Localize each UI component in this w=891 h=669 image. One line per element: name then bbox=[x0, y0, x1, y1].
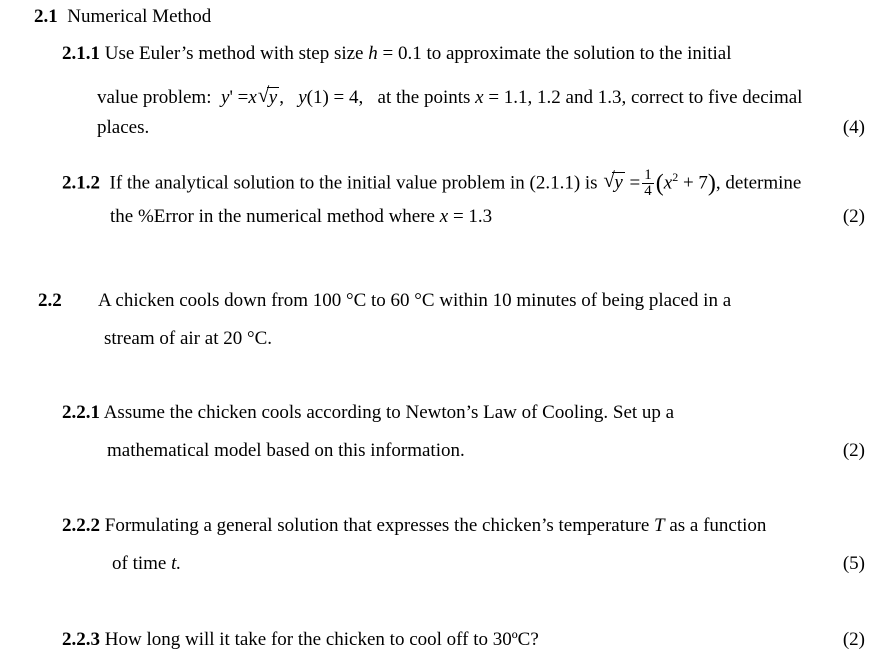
section-number: 2.1 bbox=[34, 6, 58, 27]
radical-icon: √ bbox=[257, 83, 270, 107]
question-number: 2.1.1 bbox=[62, 43, 100, 64]
question-text: , determine bbox=[715, 172, 802, 194]
marks-2-1-1: (4) bbox=[842, 117, 865, 138]
question-2-1-1-line-2: value problem: y' =x √ y , y(1) = 4, at the points x = 1.1, 1.2 and 1.3, correct to five decimal bbox=[97, 83, 803, 108]
section-2-2-line-2: stream of air at 20 °C. bbox=[104, 328, 272, 349]
question-number: 2.2.3 bbox=[62, 629, 100, 650]
question-2-1-2-line-2 bbox=[110, 206, 492, 228]
math-var: T bbox=[654, 515, 665, 536]
radicand: y bbox=[268, 87, 278, 108]
question-2-2-2-line-1 bbox=[62, 515, 766, 537]
math-var: x bbox=[663, 172, 673, 194]
question-text: = 1.1, 1.2 and 1.3, correct to five decimal bbox=[488, 87, 803, 108]
paren: ( bbox=[655, 170, 664, 197]
question-text: to approximate the solution to the initial bbox=[426, 43, 732, 64]
question-text: Use Euler’s method with step size bbox=[104, 43, 364, 64]
section-2-2-line-1: A chicken cools down from 100 °C to 60 °C within 10 minutes of being placed in a bbox=[98, 290, 732, 311]
question-text: of time bbox=[112, 553, 167, 574]
math-op: + 7 bbox=[682, 172, 708, 194]
question-2-2-2-line-2 bbox=[112, 553, 181, 575]
fraction-numerator: 1 bbox=[644, 167, 652, 184]
radical-icon: √ bbox=[603, 168, 615, 193]
question-2-1-1-line-3 bbox=[97, 117, 149, 139]
math-var: t. bbox=[171, 553, 182, 574]
question-text: places. bbox=[97, 117, 150, 138]
exponent: 2 bbox=[672, 170, 679, 184]
question-2-1-1-line-1 bbox=[62, 43, 731, 65]
fraction-denominator: 4 bbox=[644, 183, 652, 200]
math-var: h bbox=[368, 43, 378, 64]
radicand: y bbox=[614, 172, 623, 194]
marks-2-1-2: (2) bbox=[842, 206, 865, 227]
math-var: x bbox=[439, 206, 449, 227]
question-2-2-1-line-1 bbox=[62, 402, 674, 424]
question-text: Formulating a general solution that expresses the chicken’s temperature bbox=[104, 515, 650, 536]
math-value: = 0.1 bbox=[382, 43, 422, 64]
math-var: x bbox=[248, 87, 257, 108]
question-text: Assume the chicken cools according to Newton’s Law of Cooling. Set up a bbox=[103, 402, 675, 423]
question-text: as a function bbox=[669, 515, 767, 536]
question-text: How long will it take for the chicken to cool off to 30ºC? bbox=[104, 629, 539, 650]
question-number: 2.2.2 bbox=[62, 515, 100, 536]
sqrt-expression bbox=[257, 83, 279, 109]
math-condition: (1) = 4, bbox=[306, 87, 364, 108]
question-2-2-1-line-2: mathematical model based on this information. bbox=[107, 440, 465, 461]
question-text: the %Error in the numerical method where bbox=[110, 206, 435, 227]
question-number: 2.1.2 bbox=[62, 172, 100, 194]
section-title: Numerical Method bbox=[67, 6, 212, 27]
question-text: value problem: bbox=[97, 87, 212, 108]
section-2-1-heading bbox=[34, 6, 211, 28]
question-2-2-3-line-1 bbox=[62, 629, 539, 651]
math-op: = bbox=[629, 172, 641, 194]
marks-2-2-1: (2) bbox=[842, 440, 865, 461]
question-2-1-2-line-1 bbox=[62, 166, 801, 199]
math-value: = 1.3 bbox=[452, 206, 493, 227]
math-var: x bbox=[475, 87, 484, 108]
section-2-2-number: 2.2 bbox=[38, 290, 62, 311]
question-text: If the analytical solution to the initial value problem in (2.1.1) is bbox=[109, 172, 598, 194]
paren: ) bbox=[707, 170, 716, 197]
math-op: ' = bbox=[229, 87, 249, 108]
question-text: at the points bbox=[377, 87, 471, 108]
question-number: 2.2.1 bbox=[62, 402, 100, 423]
sqrt-expression bbox=[603, 168, 624, 194]
marks-2-2-2: (5) bbox=[842, 553, 865, 574]
math-var: y bbox=[298, 87, 307, 108]
marks-2-2-3: (2) bbox=[842, 629, 865, 650]
fraction bbox=[642, 168, 654, 199]
math-var: y bbox=[221, 87, 230, 108]
